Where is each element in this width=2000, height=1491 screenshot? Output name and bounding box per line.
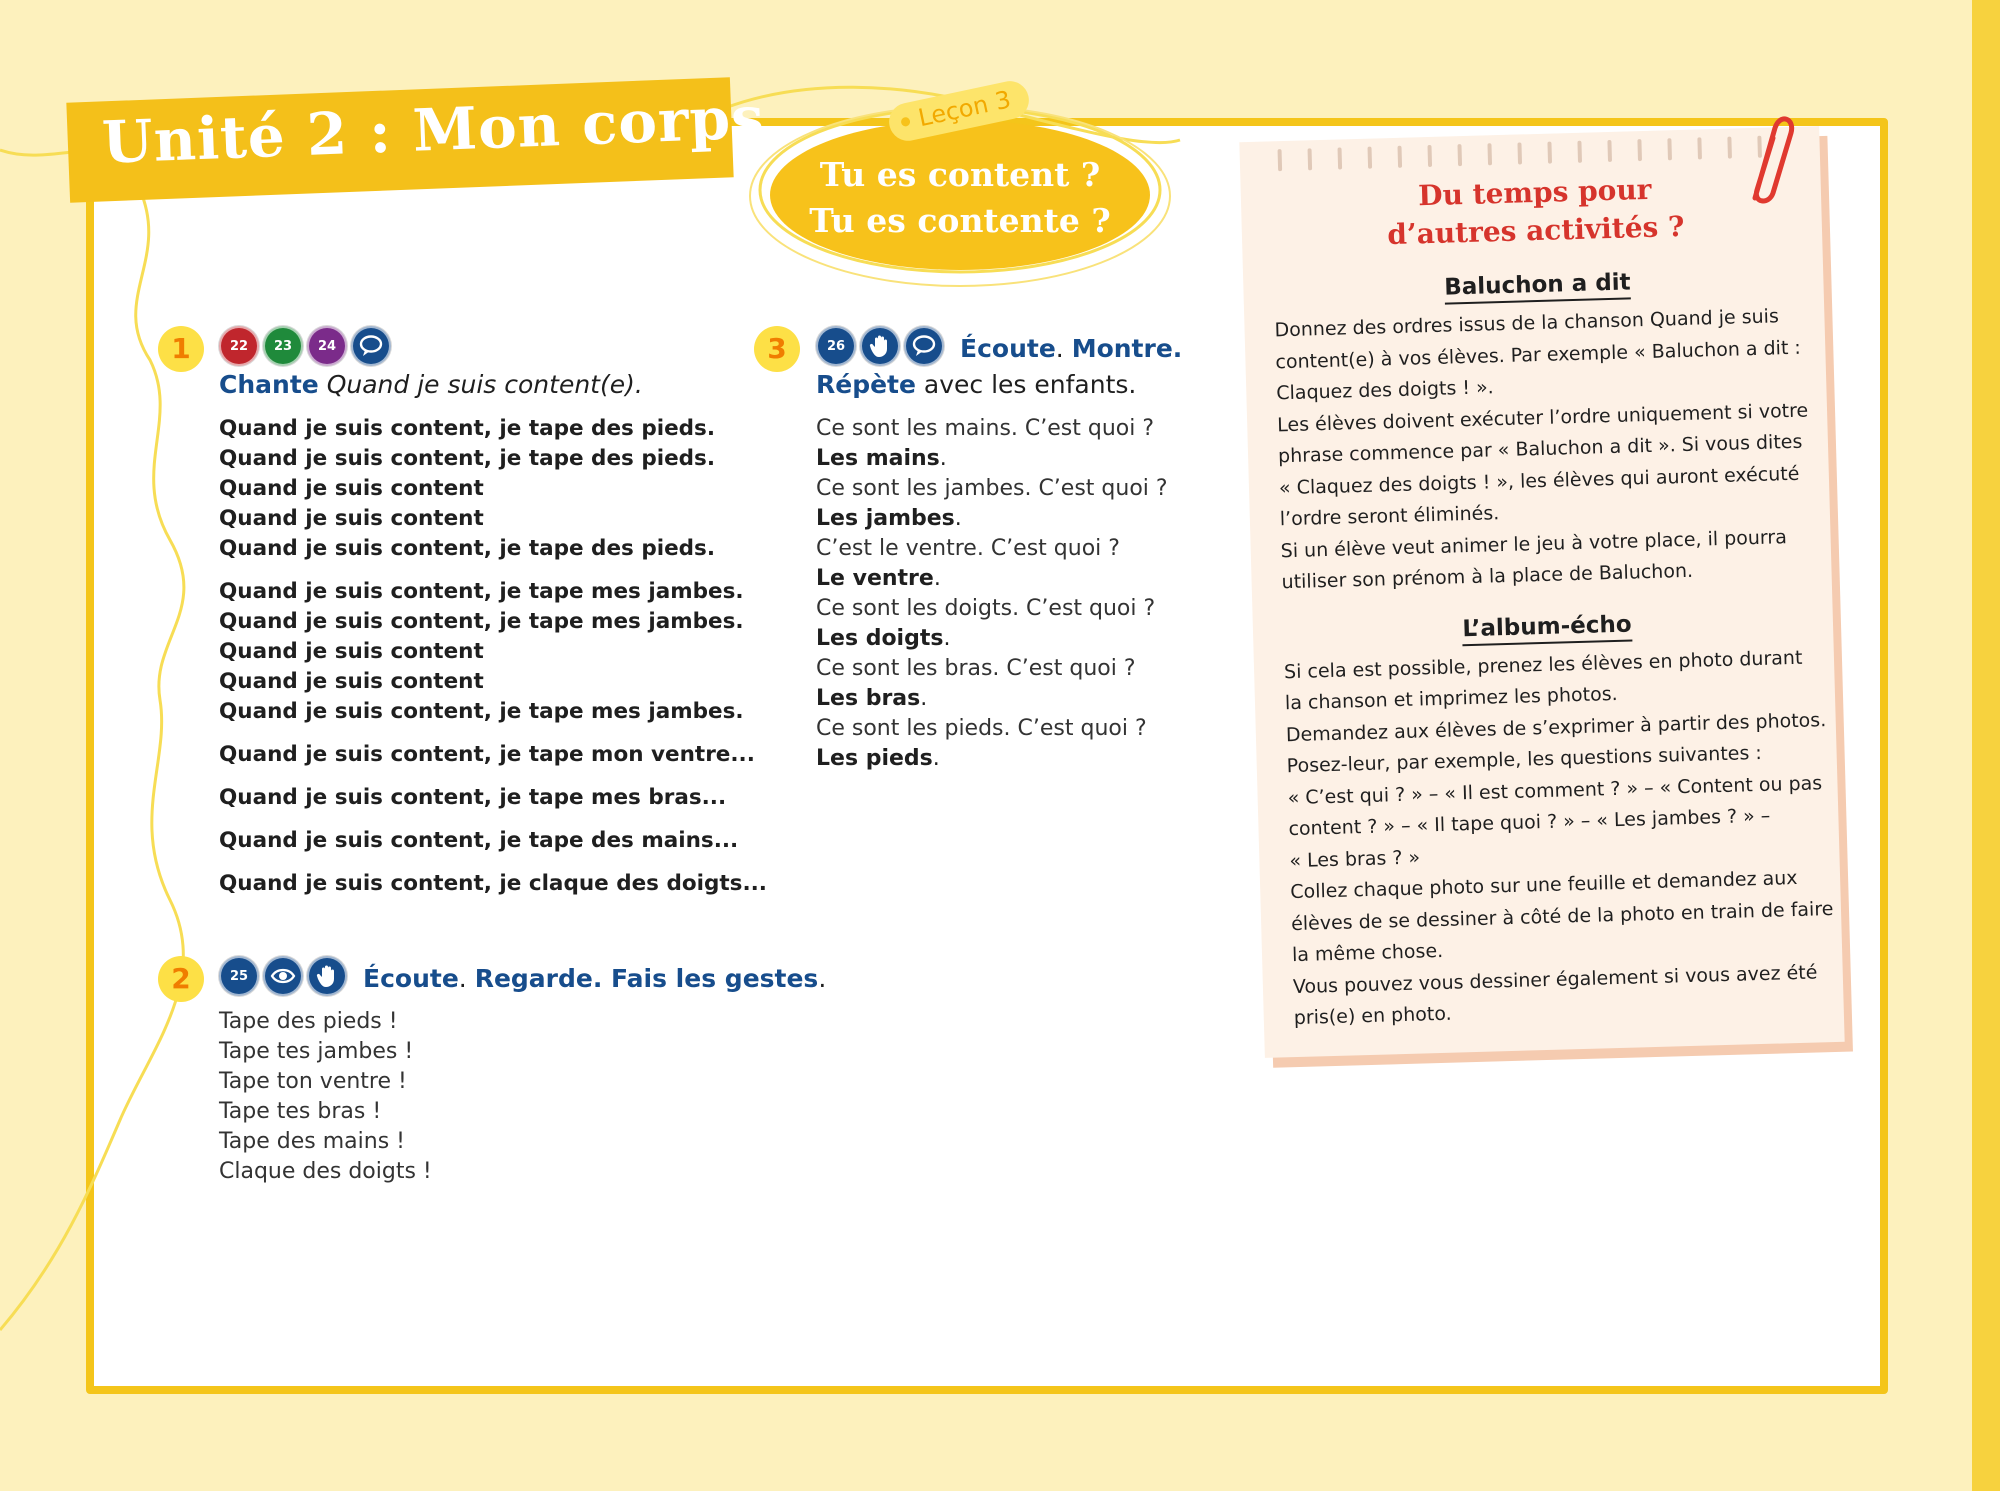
song-line: Quand je suis content, je claque des doigts... <box>219 871 767 896</box>
gesture-line: Tape ton ventre ! <box>219 1069 407 1094</box>
note-line: content(e) à vos élèves. Par exemple « Baluchon a dit : <box>1275 336 1802 373</box>
note-line: Les élèves doivent exécuter l’ordre uniquement si votre <box>1276 399 1809 436</box>
dialogue-question: Ce sont les bras. C’est quoi ? <box>816 656 1136 681</box>
gesture-line: Claque des doigts ! <box>219 1159 432 1184</box>
activity-3-instruction-line1: Écoute. Montre. <box>960 334 1183 363</box>
audio-track-icon[interactable]: 26 <box>816 326 856 366</box>
lesson-title-line: Tu es content ? <box>819 155 1101 194</box>
note-line: Claquez des doigts ! ». <box>1276 376 1494 405</box>
note-line: « Claquez des doigts ! », les élèves qui auront exécuté <box>1278 462 1800 499</box>
dialogue-answer: Les jambes. <box>816 506 962 531</box>
speech-bubble-icon <box>351 326 391 366</box>
activity-2-lines <box>219 1007 432 1187</box>
song-verse <box>219 826 767 856</box>
note-title-line: Du temps pour <box>1417 172 1652 213</box>
activity-1-icons <box>219 326 391 366</box>
gesture-line: Tape tes bras ! <box>219 1099 382 1124</box>
song-line: Quand je suis content, je tape des pieds. <box>219 416 716 441</box>
activity-2-icons <box>219 956 347 996</box>
paper-clip-icon <box>1735 108 1795 208</box>
audio-track-icon[interactable]: 24 <box>307 326 347 366</box>
song-verse <box>219 414 767 564</box>
note-section-title: Baluchon a dit <box>1273 265 1802 306</box>
song-line: Quand je suis content <box>219 506 484 531</box>
note-line: utiliser son prénom à la place de Baluchon. <box>1281 559 1694 594</box>
activity-number-2: 2 <box>158 956 204 1002</box>
note-line: phrase commence par « Baluchon a dit ». Si vous dites <box>1277 430 1803 468</box>
song-line: Quand je suis content, je tape des mains... <box>219 828 739 853</box>
note-line: « Les bras ? » <box>1289 846 1421 872</box>
note-section-body <box>1274 301 1810 599</box>
activity-3-dialogue <box>816 414 1168 774</box>
instruction-rest: avec les enfants. <box>923 370 1137 399</box>
hand-icon <box>860 326 900 366</box>
note-line: pris(e) en photo. <box>1293 1002 1452 1030</box>
dialogue-question: Ce sont les doigts. C’est quoi ? <box>816 596 1156 621</box>
note-line: Vous pouvez vous dessiner également si vous avez été <box>1292 960 1818 998</box>
song-line: Quand je suis content <box>219 476 484 501</box>
song-line: Quand je suis content, je tape mes jambes. <box>219 609 744 634</box>
dialogue-question: Ce sont les pieds. C’est quoi ? <box>816 716 1147 741</box>
instruction-verb: Fais les gestes <box>611 964 819 993</box>
instruction-verb: Répète <box>816 370 916 399</box>
note-line: élèves de se dessiner à côté de la photo en train de faire <box>1290 897 1834 935</box>
activity-3-instruction-line2 <box>816 370 1136 399</box>
gesture-line: Tape des pieds ! <box>219 1009 398 1034</box>
song-verse <box>219 740 767 770</box>
activity-3-icons <box>816 326 944 366</box>
audio-track-icon[interactable]: 23 <box>263 326 303 366</box>
speech-bubble-icon <box>904 326 944 366</box>
lesson-title-line: Tu es contente ? <box>809 201 1111 240</box>
note-line: Collez chaque photo sur une feuille et demandez aux <box>1289 866 1798 904</box>
note-line: Donnez des ordres issus de la chanson Quand je suis <box>1274 305 1780 342</box>
song-line: Quand je suis content, je tape des pieds. <box>219 536 716 561</box>
dialogue-question: Ce sont les jambes. C’est quoi ? <box>816 476 1168 501</box>
dialogue-answer: Les bras. <box>816 686 928 711</box>
song-line: Quand je suis content, je tape mes bras... <box>219 785 727 810</box>
song-verse <box>219 577 767 727</box>
note-line: l’ordre seront éliminés. <box>1279 502 1500 531</box>
activity-number-3: 3 <box>754 326 800 372</box>
teacher-note-card <box>1239 126 1844 1058</box>
note-line: Demandez aux élèves de s’exprimer à partir des photos. <box>1285 708 1827 746</box>
note-line: content ? » – « Il tape quoi ? » – « Les jambes ? » – <box>1288 804 1771 841</box>
note-line: Si cela est possible, prenez les élèves en photo durant <box>1283 646 1803 683</box>
instruction-verb: Montre <box>1071 334 1173 363</box>
activity-number-1: 1 <box>158 326 204 372</box>
song-line: Quand je suis content, je tape mes jambes. <box>219 579 744 604</box>
dialogue-answer: Les mains. <box>816 446 947 471</box>
lesson-tag: Leçon 3 <box>886 78 1033 145</box>
song-verse <box>219 783 767 813</box>
note-line: « C’est qui ? » – « Il est comment ? » – « Content ou pas <box>1287 771 1823 809</box>
song-line: Quand je suis content <box>219 669 484 694</box>
note-line: la chanson et imprimez les photos. <box>1284 682 1618 715</box>
dialogue-answer: Les pieds. <box>816 746 940 771</box>
song-line: Quand je suis content, je tape mon ventre... <box>219 742 755 767</box>
dialogue-question: C’est le ventre. C’est quoi ? <box>816 536 1120 561</box>
instruction-verb: Écoute <box>363 964 459 993</box>
song-lyrics <box>219 414 767 912</box>
note-title-line: d’autres activités ? <box>1386 209 1685 252</box>
note-line: Si un élève veut animer le jeu à votre place, il pourra <box>1280 525 1788 562</box>
note-line: Posez-leur, par exemple, les questions suivantes : <box>1286 741 1763 778</box>
activity-1-instruction <box>219 370 643 399</box>
song-line: Quand je suis content, je tape mes jambes. <box>219 699 744 724</box>
instruction-verb: Regarde <box>474 964 593 993</box>
dialogue-question: Ce sont les mains. C’est quoi ? <box>816 416 1155 441</box>
activity-2-instruction: Écoute. Regarde. Fais les gestes. <box>363 964 827 993</box>
instruction-verb: Chante <box>219 370 319 399</box>
audio-track-icon[interactable]: 22 <box>219 326 259 366</box>
instruction-verb: Écoute <box>960 334 1056 363</box>
song-verse <box>219 869 767 899</box>
note-line: la même chose. <box>1291 939 1444 967</box>
gesture-line: Tape des mains ! <box>219 1129 405 1154</box>
unit-title: Unité 2 : Mon corps <box>100 83 766 177</box>
note-title <box>1270 167 1800 258</box>
audio-track-icon[interactable]: 25 <box>219 956 259 996</box>
dialogue-answer: Le ventre. <box>816 566 941 591</box>
lesson-title <box>770 152 1150 244</box>
gesture-line: Tape tes jambes ! <box>219 1039 414 1064</box>
eye-icon <box>263 956 303 996</box>
note-section-body <box>1283 642 1834 1035</box>
song-line: Quand je suis content <box>219 639 484 664</box>
song-title: Quand je suis content(e). <box>326 370 643 399</box>
page-edge-strip <box>1972 0 2000 1491</box>
dialogue-answer: Les doigts. <box>816 626 951 651</box>
note-section-title: L’album-écho <box>1283 606 1812 647</box>
hand-icon <box>307 956 347 996</box>
song-line: Quand je suis content, je tape des pieds. <box>219 446 716 471</box>
